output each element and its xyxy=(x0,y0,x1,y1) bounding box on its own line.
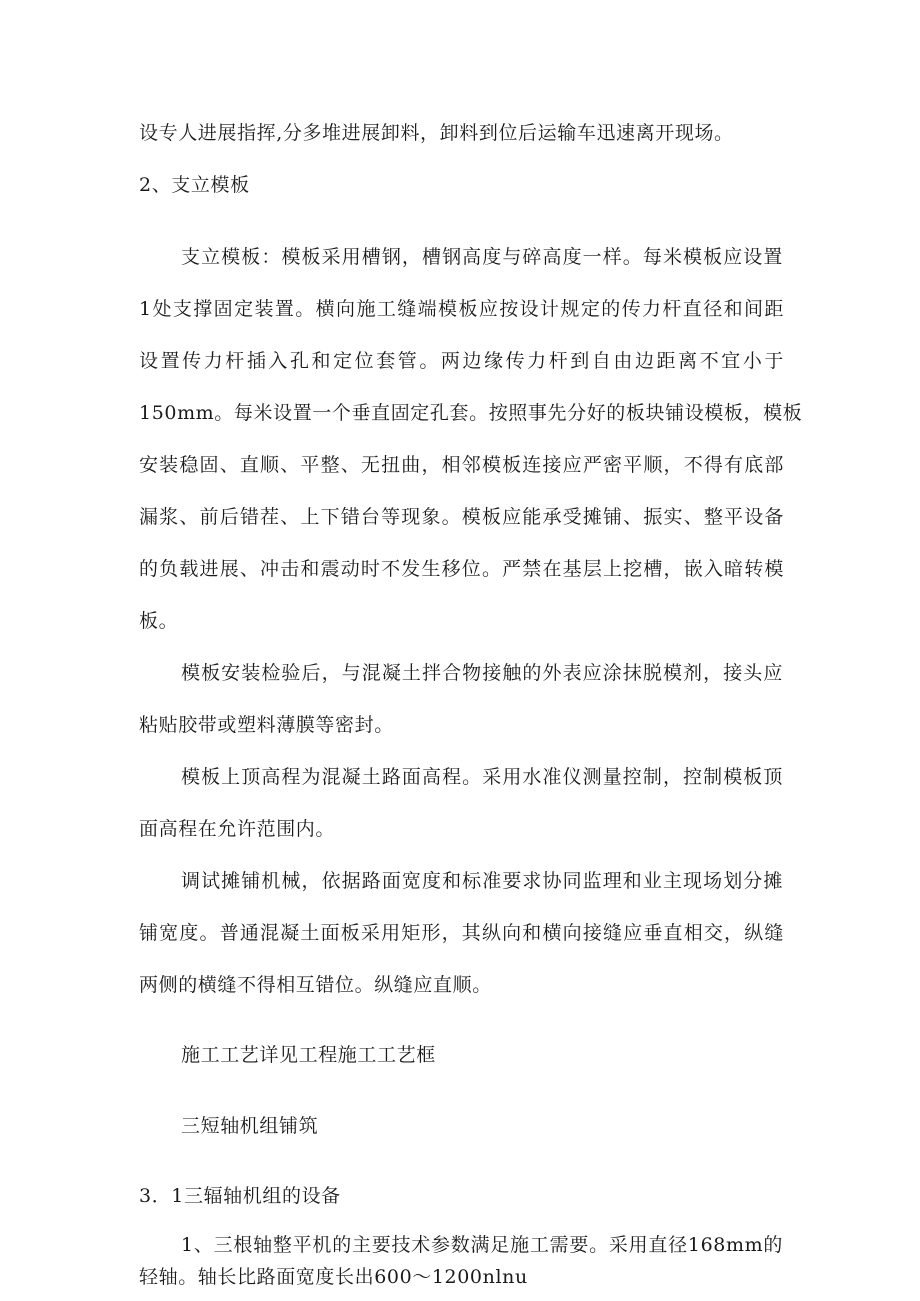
paragraph-line: 调试摊铺机械，依据路面宽度和标准要求协同监理和业主现场划分摊 xyxy=(181,870,783,892)
paragraph-line: 粘贴胶带或塑料薄膜等密封。 xyxy=(139,714,394,736)
section-heading: 3．1三辐轴机组的设备 xyxy=(139,1185,341,1207)
section-heading: 三短轴机组铺筑 xyxy=(181,1115,319,1137)
paragraph-line: 两侧的横缝不得相互错位。纵缝应直顺。 xyxy=(139,974,492,996)
paragraph-line: 模板安装检验后，与混凝土拌合物接触的外表应涂抹脱模剂，接头应 xyxy=(181,662,783,684)
paragraph-line: 支立模板：模板采用槽钢，槽钢高度与碎高度一样。每米模板应设置 xyxy=(181,246,783,268)
paragraph-line: 面高程在允许范围内。 xyxy=(139,818,336,840)
paragraph-line: 施工工艺详见工程施工工艺框 xyxy=(181,1044,436,1066)
paragraph-line: 1、三根轴整平机的主要技术参数满足施工需要。采用直径168mm的 xyxy=(181,1234,783,1256)
paragraph-line: 的负载进展、冲击和震动时不发生移位。严禁在基层上挖槽，嵌入暗转模 xyxy=(139,558,784,580)
paragraph-line: 150mm。每米设置一个垂直固定孔套。按照事先分好的板块铺设模板，模板 xyxy=(139,402,803,424)
paragraph-line: 漏浆、前后错茬、上下错台等现象。模板应能承受摊铺、振实、整平设备 xyxy=(139,506,784,528)
paragraph-line: 轻轴。轴长比路面宽度长出600～1200nlnu xyxy=(139,1266,528,1288)
paragraph-line: 板。 xyxy=(139,610,179,632)
section-heading: 2、支立模板 xyxy=(139,174,250,196)
paragraph-line: 模板上顶高程为混凝土路面高程。采用水准仪测量控制，控制模板顶 xyxy=(181,766,783,788)
paragraph-line: 安装稳固、直顺、平整、无扭曲，相邻模板连接应严密平顺，不得有底部 xyxy=(139,454,784,476)
paragraph-line: 设专人进展指挥,分多堆进展卸料，卸料到位后运输车迅速离开现场。 xyxy=(139,122,734,144)
paragraph-line: 1处支撑固定装置。横向施工缝端模板应按设计规定的传力杆直径和间距 xyxy=(139,298,784,320)
paragraph-line: 设置传力杆插入孔和定位套管。两边缘传力杆到自由边距离不宜小于 xyxy=(139,350,784,372)
paragraph-line: 铺宽度。普通混凝土面板采用矩形，其纵向和横向接缝应垂直相交，纵缝 xyxy=(139,922,784,944)
